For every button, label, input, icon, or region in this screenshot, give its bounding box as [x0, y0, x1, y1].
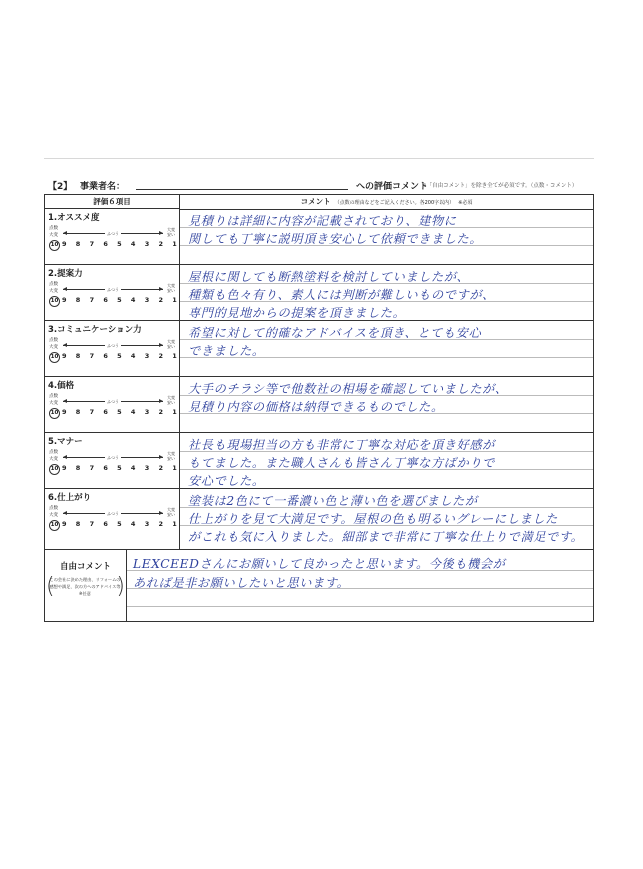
score-label: 点数 [49, 506, 58, 511]
scale-high-label: 大変 [49, 233, 58, 238]
arrow-right-icon [121, 289, 163, 290]
scale-mid-label: ふつう [107, 455, 119, 460]
comment-cell [180, 377, 593, 433]
handwritten-comment-line: もてました。また職人さんも皆さん丁寧な方ばかりで [188, 456, 495, 470]
comment-cell [180, 209, 593, 265]
score-label: 点数 [49, 450, 58, 455]
selected-score-circle: 10 [49, 240, 60, 251]
score-label: 点数 [49, 394, 58, 399]
scale-mid-label: ふつう [107, 287, 119, 292]
scale-high-label: 大変 [49, 513, 58, 518]
free-comment-line: あれば是非お願いしたいと思います。 [133, 576, 350, 590]
scale-high-label: 大変 [49, 289, 58, 294]
handwritten-comment-line: 大手のチラシ等で他数社の相場を確認していましたが、 [188, 382, 508, 396]
scale-low-label: 大変 安い [167, 395, 175, 405]
arrow-left-icon [63, 233, 105, 234]
handwritten-comment-line: 種類も色々有り、素人には判断が難しいものですが、 [188, 288, 495, 302]
scale-low-label: 大変 安い [167, 227, 175, 237]
handwritten-comment-line: できました。 [188, 344, 265, 358]
arrow-right-icon [121, 513, 163, 514]
evaluation-item [45, 489, 180, 550]
arrow-right-icon [121, 345, 163, 346]
arrow-right-icon [121, 457, 163, 458]
comment-cell [180, 433, 593, 489]
arrow-left-icon [63, 289, 105, 290]
item-title: 1.オススメ度 [48, 213, 100, 223]
score-scale [49, 296, 180, 307]
handwritten-comment-line: 専門的見地からの提案を頂きました。 [188, 306, 406, 320]
handwritten-comment-line: 塗装は2色にて一番濃い色と薄い色を選びましたが [188, 494, 478, 508]
score-label: 点数 [49, 282, 58, 287]
right-paren: ) [116, 574, 125, 599]
free-comment-title: 自由コメント [59, 562, 111, 572]
score-numbers: 9 8 7 6 5 4 3 2 1 [62, 520, 181, 528]
evaluation-comment-label: への評価コメント [356, 182, 429, 192]
scale-mid-label: ふつう [107, 343, 119, 348]
score-scale [49, 240, 180, 251]
item-title: 2.提案力 [48, 269, 83, 279]
arrow-right-icon [121, 233, 163, 234]
handwritten-comment-line: がこれも気に入りました。細部まで非常に丁寧な仕上りで満足です。 [188, 530, 584, 544]
selected-score-circle: 10 [49, 408, 60, 419]
company-name-field [136, 189, 348, 190]
arrow-left-icon [63, 401, 105, 402]
comment-header-label: コメント [300, 197, 331, 206]
selected-score-circle: 10 [49, 296, 60, 307]
score-scale [49, 352, 180, 363]
free-comment-box [127, 550, 593, 621]
section-number: 【2】 [48, 182, 73, 192]
evaluation-sheet [44, 194, 594, 622]
free-comment-label-cell [45, 550, 127, 621]
arrow-left-icon [63, 513, 105, 514]
company-name-label: 事業者名： [80, 182, 126, 192]
comment-cell [180, 321, 593, 377]
scale-high-label: 大変 [49, 457, 58, 462]
handwritten-comment-line: 希望に対して的確なアドバイスを頂き、とても安心 [188, 326, 482, 340]
evaluation-item [45, 321, 180, 377]
scale-low-label: 大変 安い [167, 507, 175, 517]
score-label: 点数 [49, 226, 58, 231]
score-scale [49, 464, 180, 475]
score-numbers: 9 8 7 6 5 4 3 2 1 [62, 352, 181, 360]
selected-score-circle: 10 [49, 464, 60, 475]
scale-high-label: 大変 [49, 401, 58, 406]
scale-mid-label: ふつう [107, 399, 119, 404]
score-scale [49, 520, 180, 531]
form-header [44, 176, 596, 194]
handwritten-comment-line: 見積り内容の価格は納得できるものでした。 [188, 400, 444, 414]
arrow-right-icon [121, 401, 163, 402]
comment-header-sub: （点数の理由などをご記入ください。各200字以内） [334, 200, 455, 206]
scale-mid-label: ふつう [107, 511, 119, 516]
comment-column-header [180, 195, 593, 210]
free-comment-line: LEXCEEDさんにお願いして良かったと思います。今後も機会が [133, 557, 506, 571]
evaluation-item [45, 377, 180, 433]
comment-cell [180, 489, 593, 550]
evaluation-item [45, 265, 180, 321]
evaluation-item [45, 209, 180, 265]
handwritten-comment-line: 安心でした。 [188, 474, 265, 488]
handwritten-comment-line: 社長も現場担当の方も非常に丁寧な対応を頂き好感が [188, 438, 495, 452]
score-numbers: 9 8 7 6 5 4 3 2 1 [62, 408, 181, 416]
scale-mid-label: ふつう [107, 231, 119, 236]
scale-low-label: 大変 安い [167, 339, 175, 349]
score-numbers: 9 8 7 6 5 4 3 2 1 [62, 240, 181, 248]
arrow-left-icon [63, 457, 105, 458]
handwritten-comment-line: 関しても丁寧に説明頂き安心して依頼できました。 [188, 232, 483, 246]
free-comment-desc: この会社に決めた理由、リフォームの感想や満足、次の方へのアドバイス等 ※任意 [49, 577, 121, 596]
items-column-header: 評価６項目 [45, 195, 180, 209]
comment-header-required: ※必須 [458, 200, 473, 206]
left-paren: ( [46, 574, 55, 599]
item-title: 3.コミュニケーション力 [48, 325, 142, 335]
scale-high-label: 大変 [49, 345, 58, 350]
required-note: ※「自由コメント」を除き全てが必須です。（点数・コメント） [422, 183, 578, 189]
handwritten-comment-line: 屋根に関しても断熱塗料を検討していましたが、 [188, 270, 470, 284]
selected-score-circle: 10 [49, 520, 60, 531]
score-numbers: 9 8 7 6 5 4 3 2 1 [62, 296, 181, 304]
comment-cell [180, 265, 593, 321]
top-rule [44, 158, 594, 159]
item-title: 5.マナー [48, 437, 83, 447]
item-title: 6.仕上がり [48, 493, 92, 503]
scale-low-label: 大変 安い [167, 451, 175, 461]
score-scale [49, 408, 180, 419]
handwritten-comment-line: 見積りは詳細に内容が記載されており、建物に [188, 214, 457, 228]
selected-score-circle: 10 [49, 352, 60, 363]
scale-low-label: 大変 安い [167, 283, 175, 293]
handwritten-comment-line: 仕上がりを見て大満足です。屋根の色も明るいグレーにしました [188, 512, 558, 526]
item-title: 4.価格 [48, 381, 75, 391]
score-label: 点数 [49, 338, 58, 343]
evaluation-item [45, 433, 180, 489]
arrow-left-icon [63, 345, 105, 346]
score-numbers: 9 8 7 6 5 4 3 2 1 [62, 464, 181, 472]
